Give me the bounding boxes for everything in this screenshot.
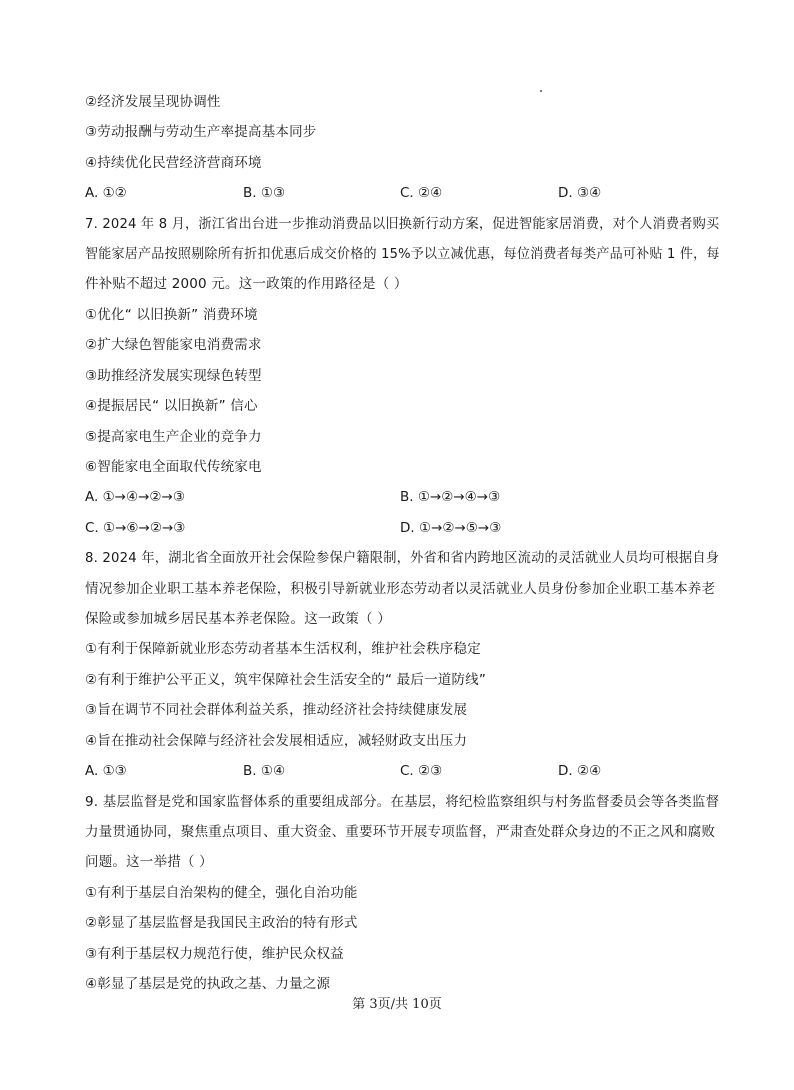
- q8-stem-line-2: 情况参加企业职工基本养老保险，积极引导新就业形态劳动者以灵活就业人员身份参加企业职工基本养老: [85, 581, 716, 597]
- q7-option-c: C. ①→⑥→②→③: [85, 520, 186, 536]
- q8-option-c: C. ②③: [400, 763, 443, 779]
- q9-stem-line-3: 问题。这一举措（ ）: [85, 854, 213, 870]
- q8-item-3: ③旨在调节不同社会群体利益关系，推动经济社会持续健康发展: [85, 702, 468, 718]
- q7-item-1: ①优化“ 以旧换新” 消费环境: [85, 307, 258, 323]
- q7-item-2: ②扩大绿色智能家电消费需求: [85, 337, 262, 353]
- q8-option-a: A. ①③: [85, 763, 127, 779]
- q8-option-b: B. ①④: [243, 763, 286, 779]
- prev-option-c: C. ②④: [400, 185, 443, 201]
- prev-item-3: ③劳动报酬与劳动生产率提高基本同步: [85, 124, 317, 140]
- q7-stem-line-3: 件补贴不超过 2000 元。这一政策的作用路径是（ ）: [85, 276, 408, 292]
- q7-option-a: A. ①→④→②→③: [85, 489, 185, 505]
- q9-stem-line-2: 力量贯通协同，聚焦重点项目、重大资金、重要环节开展专项监督，严肃查处群众身边的不正之风和腐败: [85, 824, 716, 840]
- q8-item-2: ②有利于维护公平正义，筑牢保障社会生活安全的“ 最后一道防线”: [85, 672, 487, 688]
- q9-item-1: ①有利于基层自治架构的健全，强化自治功能: [85, 885, 358, 901]
- q9-item-2: ②彰显了基层监督是我国民主政治的特有形式: [85, 915, 358, 931]
- q9-item-3: ③有利于基层权力规范行使，维护民众权益: [85, 946, 344, 962]
- q8-item-1: ①有利于保障新就业形态劳动者基本生活权利，维护社会秩序稳定: [85, 641, 481, 657]
- page-number-footer: 第 3页/共 10页: [352, 997, 442, 1012]
- q7-option-b: B. ①→②→④→③: [400, 489, 501, 505]
- q7-stem-line-1: 7. 2024 年 8 月，浙江省出台进一步推动消费品以旧换新行动方案，促进智能家居消费，对个人消费者购买: [85, 216, 720, 232]
- q8-item-4: ④旨在推动社会保障与经济社会发展相适应，减轻财政支出压力: [85, 733, 468, 749]
- prev-item-4: ④持续优化民营经济营商环境: [85, 155, 262, 171]
- q7-stem-line-2: 智能家居产品按照剔除所有折扣优惠后成交价格的 15%予以立减优惠，每位消费者每类产品可补贴 1 件，每: [85, 246, 720, 262]
- q7-option-d: D. ①→②→⑤→③: [400, 520, 502, 536]
- q8-stem-line-1: 8. 2024 年，湖北省全面放开社会保险参保户籍限制，外省和省内跨地区流动的灵活就业人员均可根据自身: [85, 550, 720, 566]
- q8-option-d: D. ②④: [558, 763, 602, 779]
- speck: [540, 90, 542, 92]
- q9-item-4: ④彰显了基层是党的执政之基、力量之源: [85, 976, 331, 992]
- q7-item-4: ④提振居民“ 以旧换新” 信心: [85, 398, 258, 414]
- q7-item-3: ③助推经济发展实现绿色转型: [85, 368, 262, 384]
- q7-item-5: ⑤提高家电生产企业的竞争力: [85, 429, 262, 445]
- prev-option-a: A. ①②: [85, 185, 127, 201]
- q9-stem-line-1: 9. 基层监督是党和国家监督体系的重要组成部分。在基层，将纪检监察组织与村务监督委员会等各类监督: [85, 794, 720, 810]
- q7-item-6: ⑥智能家电全面取代传统家电: [85, 459, 262, 475]
- prev-item-2: ②经济发展呈现协调性: [85, 94, 221, 110]
- q8-stem-line-3: 保险或参加城乡居民基本养老保险。这一政策（ ）: [85, 611, 391, 627]
- prev-option-b: B. ①③: [243, 185, 286, 201]
- prev-option-d: D. ③④: [558, 185, 602, 201]
